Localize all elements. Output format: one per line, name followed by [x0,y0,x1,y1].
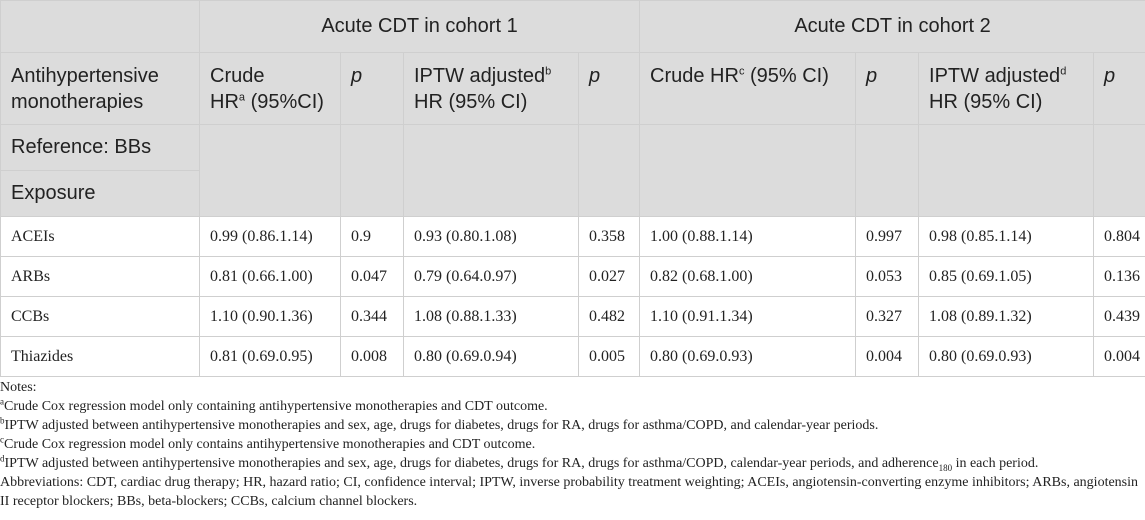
value-cell: 0.005 [579,337,640,377]
col-iptw-p-cohort1: p [579,53,640,125]
value-cell: 1.00 (0.88.1.14) [640,217,856,257]
value-cell: 1.10 (0.90.1.36) [200,297,341,337]
value-cell: 0.93 (0.80.1.08) [404,217,579,257]
value-cell: 0.327 [856,297,919,337]
header-filler [341,125,404,217]
value-cell: 0.997 [856,217,919,257]
reference-row [1,125,1145,171]
abbreviations-note: Abbreviations: CDT, cardiac drug therapy; HR, hazard ratio; CI, confidence interval; IPTW, inverse probability treatment weighting; ACEIs, angiotensin-converting enzyme inhibitors; ARBs, angiotensin II receptor blockers; BBs, beta-blockers; CCBs, calcium channel blockers. [0,475,1139,509]
cohort1-title: Acute CDT in cohort 1 [200,1,640,53]
col-iptw-p-cohort2: p [1094,53,1145,125]
footnote-c: $^c$Crude Cox regression model only contains antihypertensive monotherapies and CDT outcome. [0,434,536,452]
column-header-row [1,53,1145,125]
col-crude-hr-cohort1: Crude $HR^a$ (95%CI) [200,53,341,125]
exposure-cell: CCBs [1,297,200,337]
value-cell: 0.344 [341,297,404,337]
notes-heading: Notes: [0,380,37,395]
value-cell: 0.98 (0.85.1.14) [919,217,1094,257]
value-cell: 0.99 (0.86.1.14) [200,217,341,257]
value-cell: 0.004 [856,337,919,377]
value-cell: 0.047 [341,257,404,297]
header-filler [919,125,1094,217]
exposure-cell: ACEIs [1,217,200,257]
header-blank-cell [1,1,200,53]
col-crude-hr-cohort2: Crude $HR^c$ (95% CI) [640,53,856,125]
header-filler [856,125,919,217]
value-cell: 0.85 (0.69.1.05) [919,257,1094,297]
col-p-cohort1: p [341,53,404,125]
value-cell: 1.08 (0.88.1.33) [404,297,579,337]
table-row [1,257,1145,297]
value-cell: 0.439 [1094,297,1145,337]
footnote-d: $^d$IPTW adjusted between antihypertensive monotherapies and sex, age, drugs for diabetes, drugs for RA, drugs for asthma/COPD, calendar-year periods, and adherence$_{180}$ in each period. [0,453,1039,473]
value-cell: 0.136 [1094,257,1145,297]
value-cell: 1.08 (0.89.1.32) [919,297,1094,337]
cohort2-title: Acute CDT in cohort 2 [640,1,1145,53]
value-cell: 0.358 [579,217,640,257]
exposure-label: Exposure [1,171,200,217]
header-filler [404,125,579,217]
table-row [1,337,1145,377]
table-row [1,217,1145,257]
value-cell: 0.80 (0.69.0.94) [404,337,579,377]
value-cell: 0.053 [856,257,919,297]
header-filler [1094,125,1145,217]
value-cell: 1.10 (0.91.1.34) [640,297,856,337]
value-cell: 0.008 [341,337,404,377]
value-cell: 0.81 (0.69.0.95) [200,337,341,377]
value-cell: 0.004 [1094,337,1145,377]
footnote-b: $^b$IPTW adjusted between antihypertensive monotherapies and sex, age, drugs for diabetes, drugs for RA, drugs for asthma/COPD, and calendar-year periods. [0,415,879,433]
value-cell: 0.80 (0.69.0.93) [640,337,856,377]
exposure-cell: Thiazides [1,337,200,377]
exposure-cell: ARBs [1,257,200,297]
reference-label: Reference: BBs [1,125,200,171]
value-cell: 0.82 (0.68.1.00) [640,257,856,297]
value-cell: 0.027 [579,257,640,297]
table-notes [0,378,1145,511]
col-p-cohort2: p [856,53,919,125]
header-filler [200,125,341,217]
value-cell: 0.482 [579,297,640,337]
table-row [1,297,1145,337]
value-cell: 0.81 (0.66.1.00) [200,257,341,297]
col-iptw-hr-cohort2: IPTW adjusted$^d$ HR (95% CI) [919,53,1094,125]
value-cell: 0.9 [341,217,404,257]
rowhead-title: Antihypertensive monotherapies [1,53,200,125]
value-cell: 0.80 (0.69.0.93) [919,337,1094,377]
cohort-header-row [1,1,1145,53]
header-filler [640,125,856,217]
footnote-a: $^a$Crude Cox regression model only containing antihypertensive monotherapies and CDT outcome. [0,396,548,414]
value-cell: 0.79 (0.64.0.97) [404,257,579,297]
col-iptw-hr-cohort1: IPTW adjusted$^b$ HR (95% CI) [404,53,579,125]
header-filler [579,125,640,217]
value-cell: 0.804 [1094,217,1145,257]
